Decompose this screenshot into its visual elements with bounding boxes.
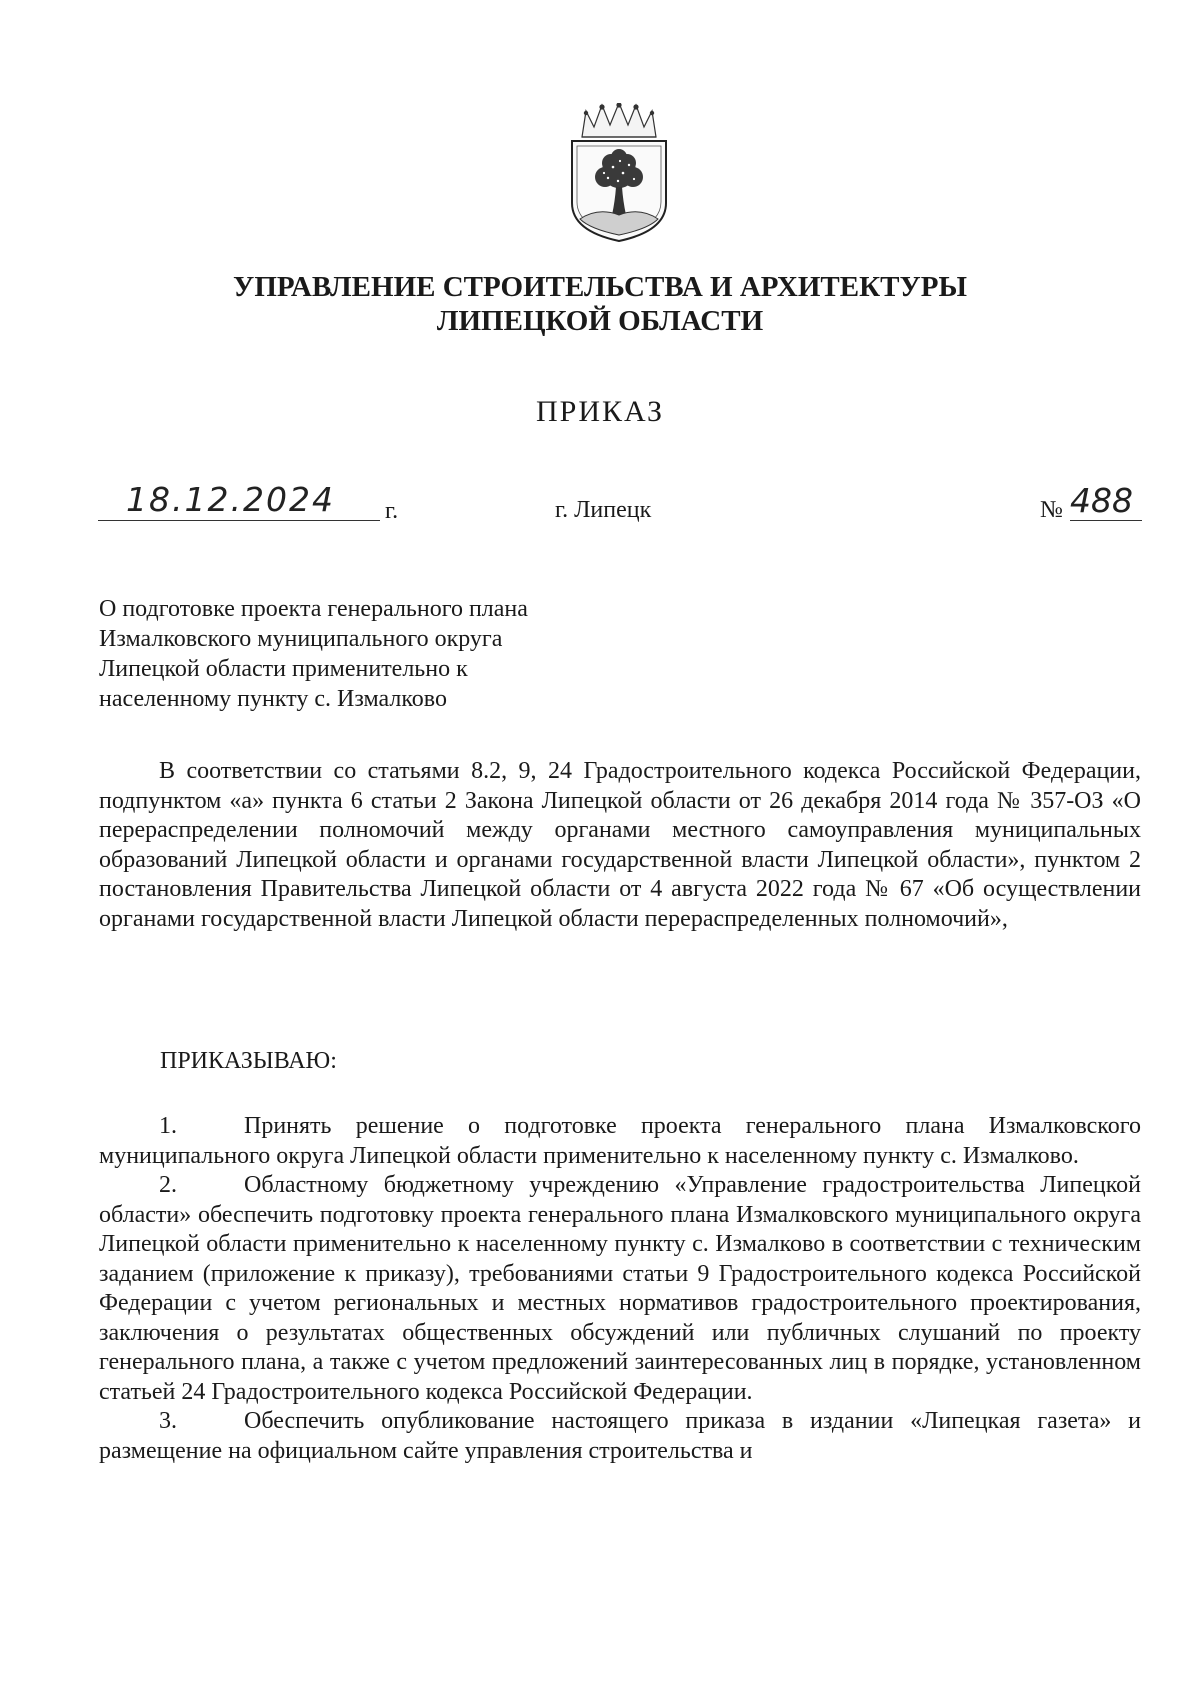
subject-line: Измалковского муниципального округа bbox=[99, 626, 503, 652]
handwritten-date: 18.12.2024 bbox=[126, 480, 335, 519]
order-item-text: Обеспечить опубликование настоящего приказа в издании «Липецкая газета» и размещение на официальном сайте управления строительства и bbox=[99, 1408, 1141, 1464]
subject-line: Липецкой области применительно к bbox=[99, 656, 468, 682]
order-items-list bbox=[99, 1112, 1141, 1466]
date-block bbox=[98, 480, 418, 524]
order-item-text: Принять решение о подготовке проекта генерального плана Измалковского муниципального округа Липецкой области применительно к населенному пункту с. Измалково. bbox=[99, 1113, 1141, 1169]
document-type-title: ПРИКАЗ bbox=[536, 395, 664, 428]
order-item-number: 1. bbox=[159, 1113, 177, 1139]
handwritten-number: 488 bbox=[1070, 481, 1133, 520]
date-year-suffix: г. bbox=[385, 498, 399, 524]
document-number-block bbox=[1040, 481, 1160, 524]
document-subject bbox=[99, 594, 699, 714]
number-sign: № bbox=[1040, 497, 1063, 523]
preamble-paragraph: В соответствии со статьями 8.2, 9, 24 Градостроительного кодекса Российской Федерации, подпунктом «а» пункта 6 статьи 2 Закона Липецкой области от 26 декабря 2014 года № 357-ОЗ «О перераспределении полномочий между органами местного самоуправления муниципальных образований Липецкой области и органами государственной власти Липецкой области», пунктом 2 постановления Правительства Липецкой области от 4 августа 2022 года № 67 «Об осуществлении органами государственной власти Липецкой области перераспределенных полномочий», bbox=[99, 758, 1141, 932]
order-item bbox=[99, 1407, 1141, 1466]
order-item bbox=[99, 1112, 1141, 1171]
organization-name-line-1: УПРАВЛЕНИЕ СТРОИТЕЛЬСТВА И АРХИТЕКТУРЫ bbox=[233, 271, 967, 303]
coat-of-arms-emblem bbox=[568, 103, 670, 243]
order-item-number: 3. bbox=[159, 1408, 177, 1434]
order-keyword: ПРИКАЗЫВАЮ: bbox=[160, 1048, 337, 1074]
order-item bbox=[99, 1171, 1141, 1407]
date-underline bbox=[98, 520, 380, 521]
city-label: г. Липецк bbox=[555, 497, 652, 523]
subject-line: О подготовке проекта генерального плана bbox=[99, 596, 528, 622]
organization-name-line-2: ЛИПЕЦКОЙ ОБЛАСТИ bbox=[436, 305, 764, 337]
order-item-number: 2. bbox=[159, 1172, 177, 1198]
order-item-text: Областному бюджетному учреждению «Управление градостроительства Липецкой области» обеспечить подготовку проекта генерального плана Измалковского муниципального округа Липецкой области применительно к населенному пункту с. Измалково в соответствии с техническим заданием (приложение к приказу), требованиями статьи 9 Градостроительного кодекса Российской Федерации с учетом региональных и местных нормативов градостроительного проектирования, заключения о результатах общественных обсуждений или публичных слушаний по проекту генерального плана, а также с учетом предложений заинтересованных лиц в порядке, установленном статьей 24 Градостроительного кодекса Российской Федерации. bbox=[99, 1172, 1141, 1405]
subject-line: населенному пункту с. Измалково bbox=[99, 686, 447, 712]
number-underline bbox=[1070, 520, 1142, 521]
